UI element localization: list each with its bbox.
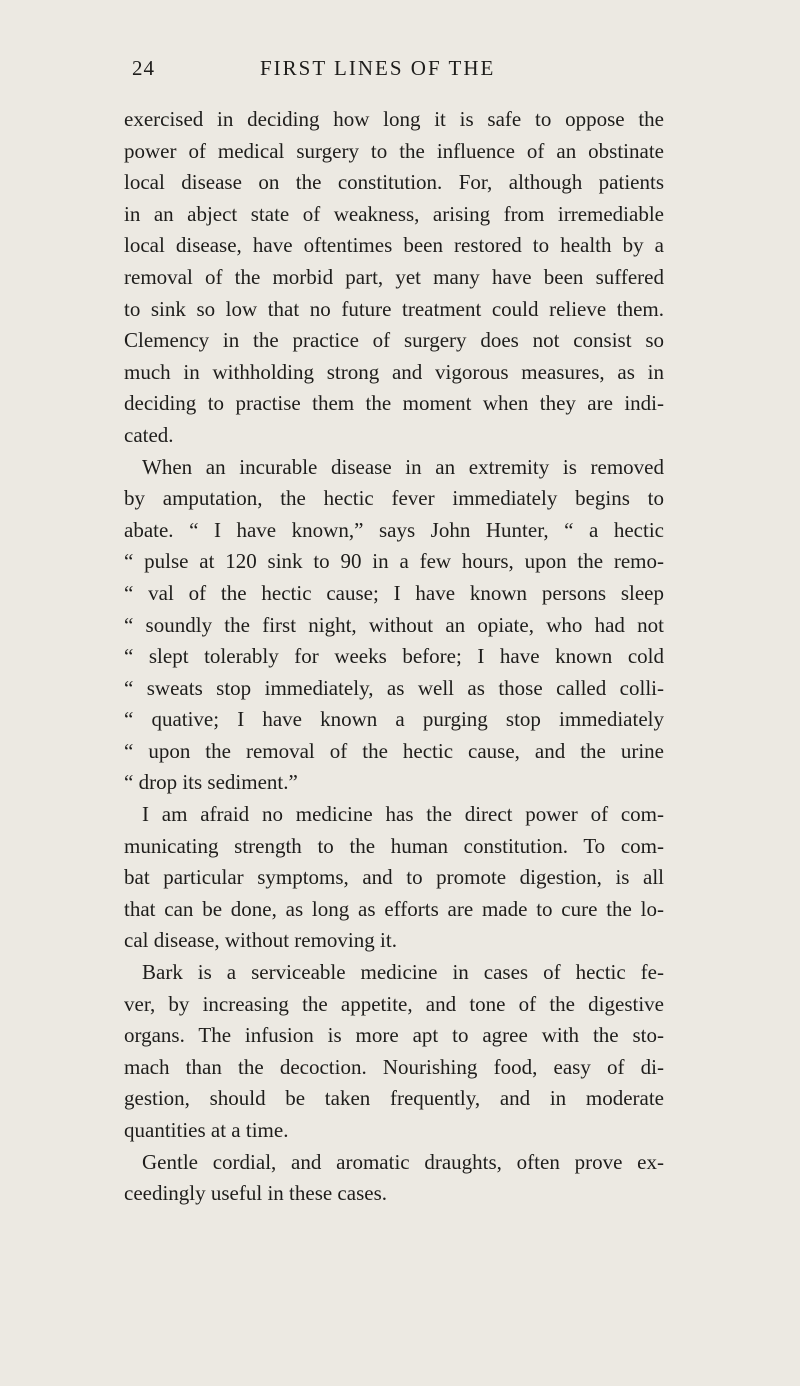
- text-line: “ slept tolerably for weeks before; I have known cold: [124, 644, 664, 669]
- text-line: cal disease, without removing it.: [124, 928, 397, 953]
- text-line: local disease on the constitution. For, although patients: [124, 170, 664, 195]
- text-line: “ val of the hectic cause; I have known persons sleep: [124, 580, 664, 605]
- text-line: cated.: [124, 422, 174, 447]
- paragraph: [124, 104, 664, 452]
- text-line: power of medical surgery to the influence of an obstinate: [124, 138, 664, 163]
- text-line: Clemency in the practice of surgery does not consist so: [124, 328, 664, 353]
- paragraph: [124, 799, 664, 957]
- body-text: [124, 104, 664, 1210]
- text-line: removal of the morbid part, yet many have been suffered: [124, 264, 664, 289]
- running-head: [120, 56, 680, 86]
- paragraph: [124, 452, 664, 800]
- text-line: Bark is a serviceable medicine in cases of hectic fe-: [142, 960, 664, 985]
- text-line: deciding to practise them the moment when they are indi-: [124, 391, 664, 416]
- text-line: When an incurable disease in an extremity is removed: [142, 454, 664, 479]
- text-line: mach than the decoction. Nourishing food, easy of di-: [124, 1054, 664, 1079]
- text-line: quantities at a time.: [124, 1118, 289, 1142]
- text-line: to sink so low that no future treatment could relieve them.: [124, 296, 664, 321]
- text-line: in an abject state of weakness, arising from irremediable: [124, 201, 664, 226]
- paragraph: [124, 957, 664, 1147]
- text-line: gestion, should be taken frequently, and in moderate: [124, 1086, 664, 1111]
- text-line: much in withholding strong and vigorous measures, as in: [124, 359, 664, 384]
- text-line: that can be done, as long as efforts are made to cure the lo-: [124, 896, 664, 921]
- text-line: bat particular symptoms, and to promote digestion, is all: [124, 865, 664, 890]
- running-head-title: FIRST LINES OF THE: [260, 56, 496, 80]
- text-line: “ soundly the first night, without an opiate, who had not: [124, 612, 664, 637]
- text-line: ver, by increasing the appetite, and tone of the digestive: [124, 991, 664, 1016]
- text-line: by amputation, the hectic fever immediately begins to: [124, 486, 664, 511]
- text-line: “ pulse at 120 sink to 90 in a few hours, upon the remo-: [124, 549, 664, 574]
- paragraph: [124, 1147, 664, 1210]
- text-line: “ upon the removal of the hectic cause, and the urine: [124, 738, 664, 763]
- text-line: abate. “ I have known,” says John Hunter, “ a hectic: [124, 517, 664, 542]
- text-line: “ quative; I have known a purging stop immediately: [124, 707, 664, 732]
- text-line: ceedingly useful in these cases.: [124, 1181, 387, 1206]
- text-line: local disease, have oftentimes been restored to health by a: [124, 233, 664, 258]
- text-line: “ drop its sediment.”: [124, 770, 298, 795]
- text-line: exercised in deciding how long it is safe to oppose the: [124, 107, 664, 131]
- text-line: organs. The infusion is more apt to agree with the sto-: [124, 1023, 664, 1048]
- text-line: “ sweats stop immediately, as well as those called colli-: [124, 675, 664, 700]
- text-line: I am afraid no medicine has the direct power of com-: [142, 802, 664, 827]
- text-line: municating strength to the human constitution. To com-: [124, 833, 664, 858]
- text-line: Gentle cordial, and aromatic draughts, often prove ex-: [142, 1149, 664, 1174]
- page-number: 24: [132, 56, 155, 80]
